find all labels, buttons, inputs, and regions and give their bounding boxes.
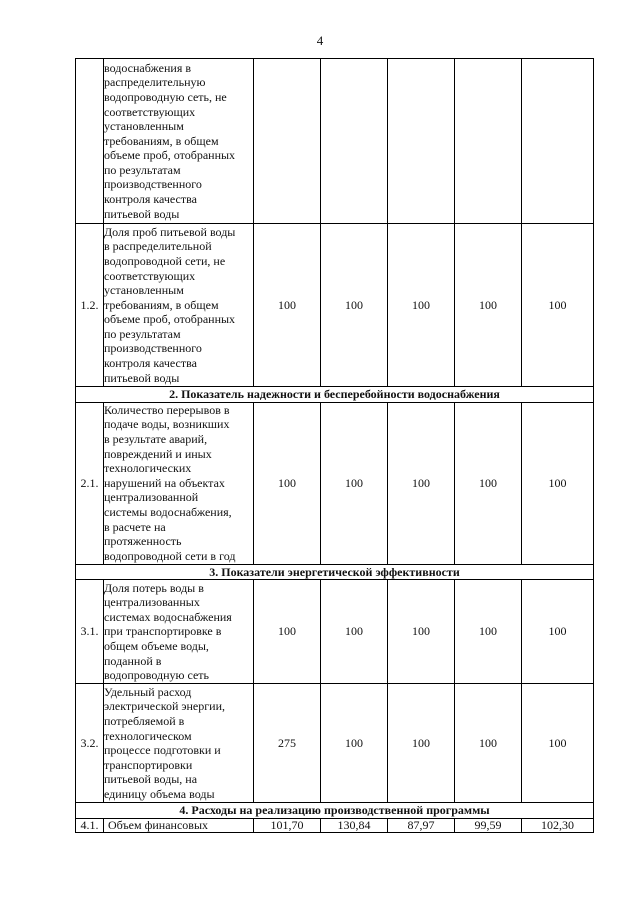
indicator-line: производственного [104, 341, 202, 356]
value-cell [455, 59, 522, 224]
indicator-line: требованиям, в общем [104, 133, 219, 148]
value-cell [321, 59, 388, 224]
value-cell: 100 [522, 580, 594, 684]
value-cell [522, 59, 594, 224]
table-row [76, 684, 594, 803]
value-cell: 130,84 [321, 818, 388, 832]
value-cell: 87,97 [388, 818, 455, 832]
value-cell: 100 [388, 402, 455, 564]
indicators-table [75, 58, 594, 833]
indicator-name [104, 224, 254, 387]
row-number: 3.2. [76, 684, 104, 803]
indicator-line: при транспортировке в [104, 624, 222, 639]
indicator-line: единицу объема воды [104, 786, 215, 801]
indicator-line: питьевой воды, на [104, 772, 198, 787]
indicator-line: в расчете на [104, 519, 166, 534]
indicator-line: установленным [104, 283, 184, 298]
indicator-line: нарушений на объектах [104, 475, 225, 490]
value-cell: 100 [321, 684, 388, 803]
value-cell: 275 [254, 684, 321, 803]
indicator-line: транспортировки [104, 757, 193, 772]
indicator-line: общем объеме воды, [104, 638, 209, 653]
indicator-line: распределительную [104, 75, 206, 90]
value-cell: 101,70 [254, 818, 321, 832]
indicator-line: питьевой воды [104, 206, 180, 221]
value-cell: 100 [455, 684, 522, 803]
value-cell: 100 [388, 580, 455, 684]
row-number [76, 59, 104, 224]
indicator-line: водопроводную сеть [104, 668, 210, 683]
indicator-line: электрической энергии, [104, 699, 226, 714]
indicator-line: технологическом [104, 728, 192, 743]
indicator-line: поданной в [104, 653, 162, 668]
indicator-line: питьевой воды [104, 370, 180, 385]
indicator-line: системы водоснабжения, [104, 504, 232, 519]
indicator-name [104, 580, 254, 684]
indicator-line: по результатам [104, 162, 181, 177]
section-heading: 3. Показатели энергетической эффективности [76, 564, 594, 580]
indicator-line: повреждений и иных [104, 446, 212, 461]
row-number: 1.2. [76, 224, 104, 387]
value-cell: 100 [522, 684, 594, 803]
indicator-line: протяженность [104, 534, 182, 549]
indicator-line: Количество перерывов в [104, 402, 230, 417]
table-row [76, 59, 594, 224]
row-number: 4.1. [76, 818, 104, 832]
indicator-line: Объем финансовых [108, 817, 209, 832]
indicator-line: контроля качества [104, 192, 197, 207]
value-cell: 100 [522, 402, 594, 564]
section-row [76, 803, 594, 819]
indicator-line: системах водоснабжения [104, 609, 232, 624]
indicator-line: потребляемой в [104, 714, 185, 728]
value-cell: 100 [321, 580, 388, 684]
value-cell: 99,59 [455, 818, 522, 832]
table-row [76, 402, 594, 564]
indicator-line: требованиям, в общем [104, 297, 219, 312]
value-cell: 100 [455, 580, 522, 684]
indicator-line: процессе подготовки и [104, 743, 221, 758]
value-cell: 100 [388, 684, 455, 803]
page-number: 4 [316, 33, 324, 48]
indicator-line: в результате аварий, [104, 432, 208, 447]
indicator-line: водопроводной сети, не [104, 253, 226, 268]
indicator-line: производственного [104, 177, 202, 192]
table-row [76, 224, 594, 387]
value-cell: 100 [321, 402, 388, 564]
indicator-line: объеме проб, отобранных [104, 312, 236, 327]
value-cell: 100 [522, 224, 594, 387]
indicator-name [104, 59, 254, 224]
section-row [76, 387, 594, 403]
indicator-line: централизованных [104, 595, 200, 610]
indicator-line: Удельный расход [104, 684, 192, 699]
indicator-name [104, 402, 254, 564]
value-cell: 100 [321, 224, 388, 387]
value-cell: 100 [254, 224, 321, 387]
indicator-line: централизованной [104, 490, 199, 505]
indicator-line: водоснабжения в [104, 60, 192, 75]
value-cell: 102,30 [522, 818, 594, 832]
section-heading: 2. Показатель надежности и бесперебойности водоснабжения [76, 387, 594, 403]
row-number: 3.1. [76, 580, 104, 684]
indicator-line: установленным [104, 119, 184, 134]
indicator-line: Доля проб питьевой воды [104, 224, 236, 239]
indicator-line: по результатам [104, 326, 181, 341]
indicator-name [104, 818, 254, 832]
value-cell [254, 59, 321, 224]
section-heading: 4. Расходы на реализацию производственной программы [76, 803, 594, 819]
value-cell [388, 59, 455, 224]
value-cell: 100 [254, 580, 321, 684]
indicator-line: контроля качества [104, 356, 197, 371]
indicator-line: водопроводной сети в год [104, 548, 236, 563]
indicator-line: в распределительной [104, 239, 212, 254]
row-number: 2.1. [76, 402, 104, 564]
value-cell: 100 [254, 402, 321, 564]
value-cell: 100 [388, 224, 455, 387]
table-row [76, 818, 594, 832]
indicator-line: Доля потерь воды в [104, 580, 204, 595]
section-row [76, 564, 594, 580]
indicator-line: объеме проб, отобранных [104, 148, 236, 163]
value-cell: 100 [455, 224, 522, 387]
value-cell: 100 [455, 402, 522, 564]
indicator-name [104, 684, 254, 803]
indicator-line: водопроводную сеть, не [104, 89, 227, 104]
table-row [76, 580, 594, 684]
indicator-line: соответствующих [104, 268, 196, 283]
indicator-line: соответствующих [104, 104, 196, 119]
indicator-line: подаче воды, возникших [104, 417, 230, 432]
indicator-line: технологических [104, 461, 192, 476]
